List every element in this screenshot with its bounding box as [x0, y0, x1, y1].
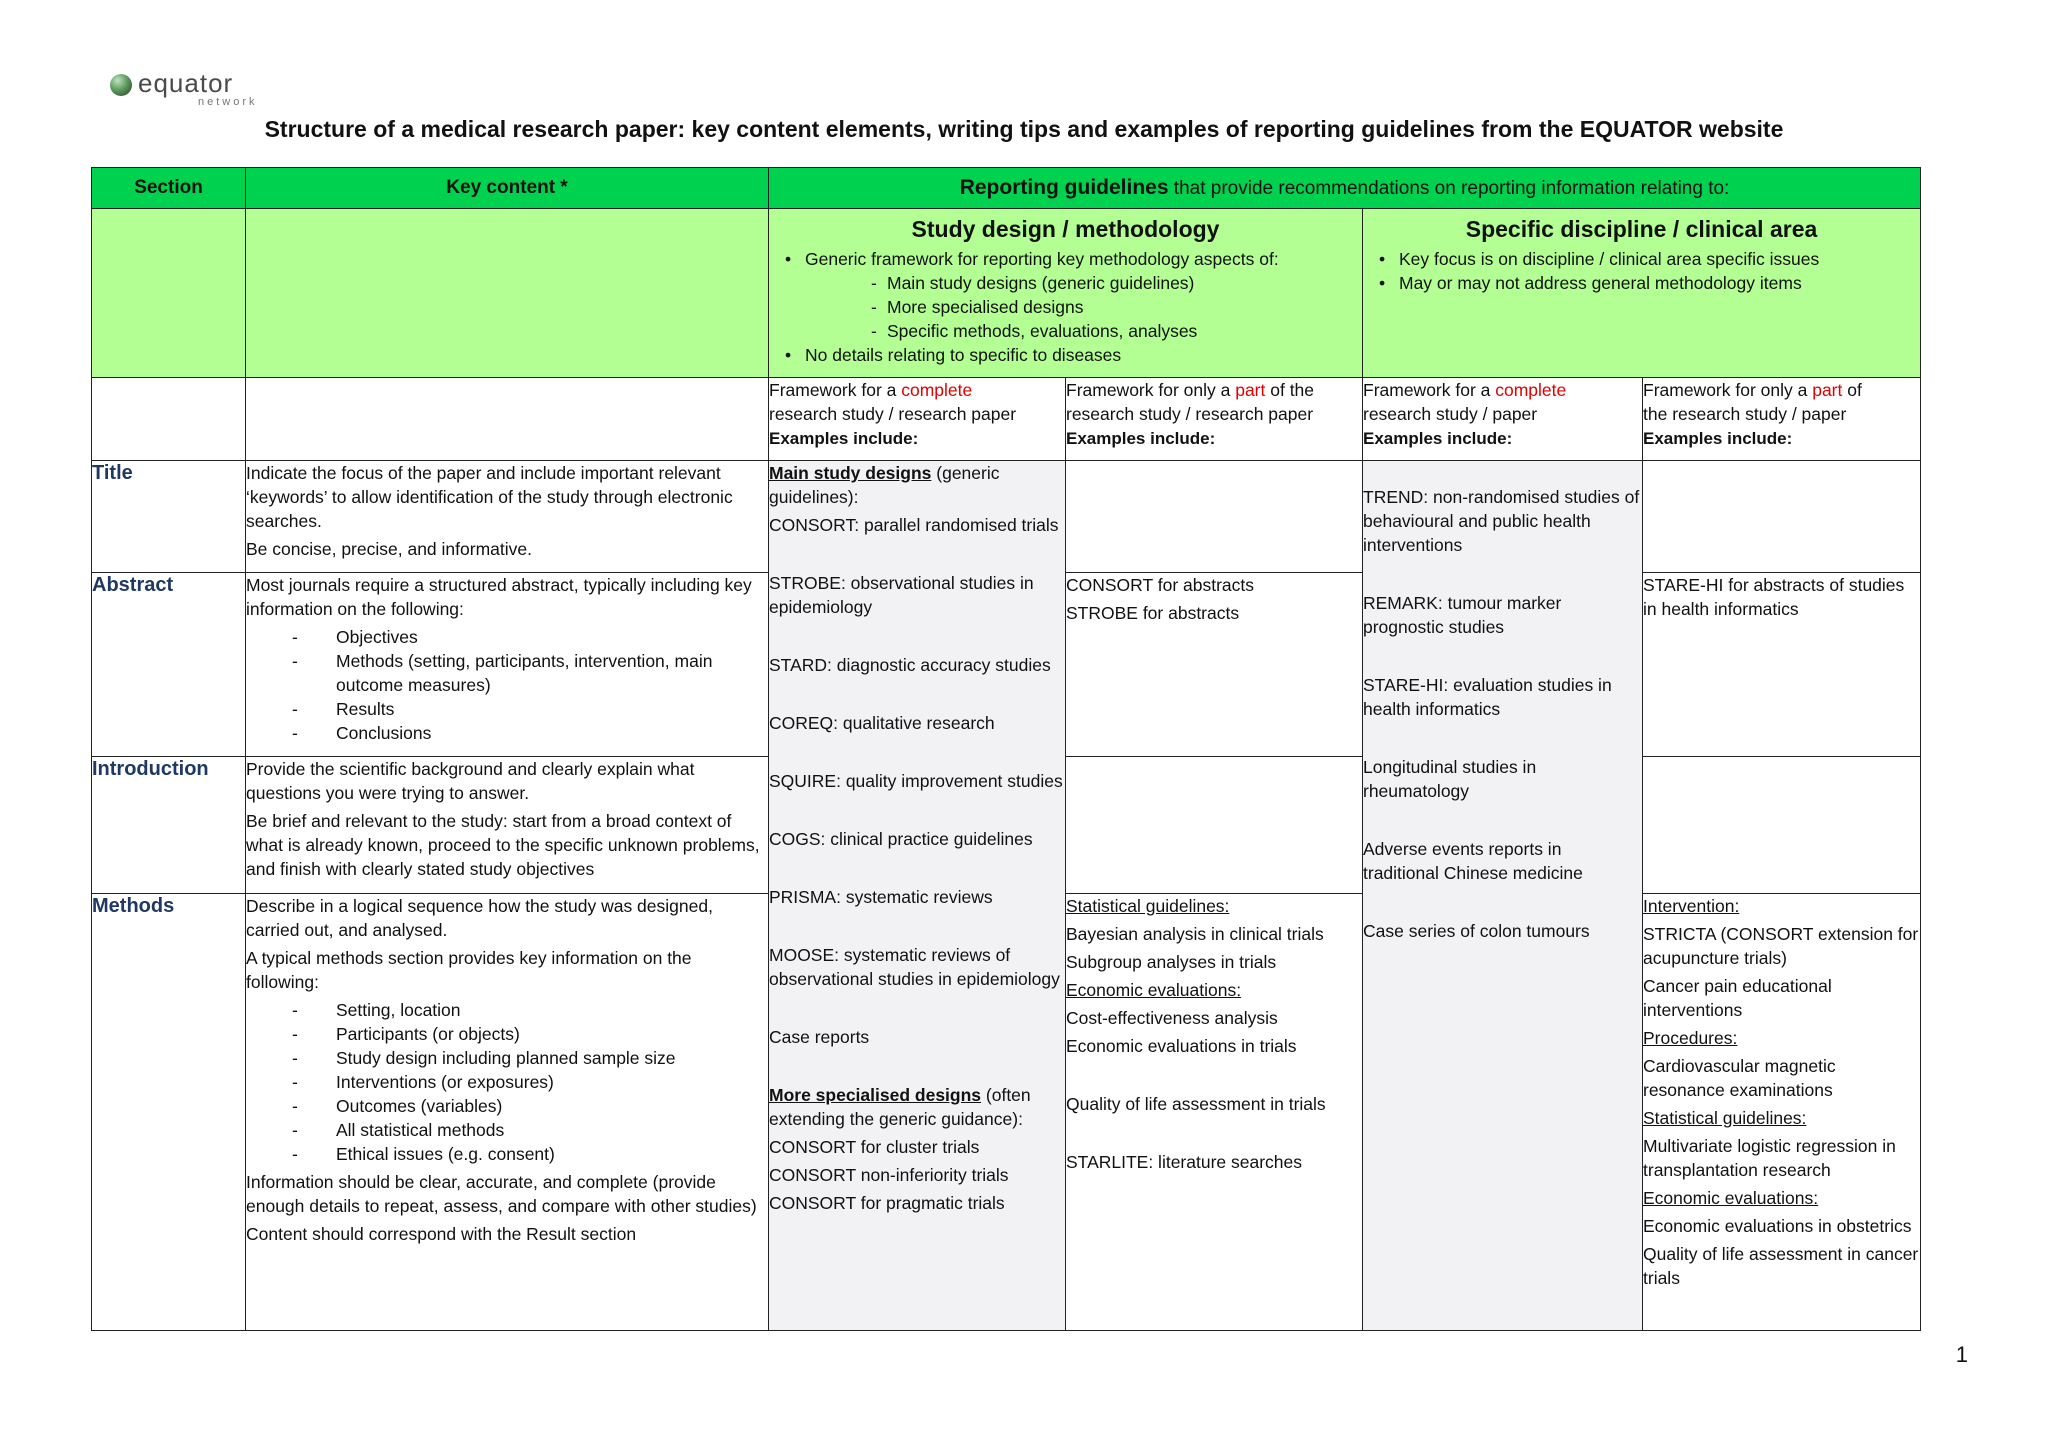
- proc-heading: Procedures:: [1643, 1028, 1738, 1048]
- framework-study-part: Framework for only a part of the research study / research paper Examples include:: [1066, 378, 1363, 461]
- guideline-item: Economic evaluations in obstetrics: [1643, 1216, 1912, 1236]
- guideline-item: TREND: non-randomised studies of behavioural and public health interventions: [1363, 487, 1640, 555]
- methods-item: - All statistical methods: [292, 1118, 768, 1142]
- study-part-abstract: [1066, 573, 1363, 757]
- guideline-item: SQUIRE: quality improvement studies: [769, 771, 1063, 791]
- study-part-intro-cell: [1066, 757, 1363, 894]
- guideline-item: STRICTA (CONSORT extension for acupuncture trials): [1643, 924, 1919, 968]
- guideline-item: REMARK: tumour marker prognostic studies: [1363, 593, 1562, 637]
- study-design-sub: - More specialised designs: [871, 295, 1352, 319]
- guideline-item: CONSORT for cluster trials: [769, 1137, 980, 1157]
- discipline-part-methods: [1643, 894, 1921, 1331]
- key-content-abstract: Most journals require a structured abstract, typically including key information on the following: - Objectives - Methods (setting, participants, intervention, main outcome measures) - Results - Conclusions: [246, 573, 769, 757]
- framework-discipline-part: Framework for only a part of the research study / paper Examples include:: [1643, 378, 1921, 461]
- header-reporting-guidelines: [769, 168, 1921, 209]
- guideline-item: COREQ: qualitative research: [769, 713, 995, 733]
- methods-item: - Interventions (or exposures): [292, 1070, 768, 1094]
- abstract-item: - Results: [292, 697, 768, 721]
- guideline-item: CONSORT: parallel randomised trials: [769, 515, 1059, 535]
- guideline-item: Case series of colon tumours: [1363, 921, 1590, 941]
- discipline-bullet: • May or may not address general methodology items: [1377, 271, 1910, 295]
- econ-heading: Economic evaluations:: [1643, 1188, 1819, 1208]
- discipline-complete-guidelines: [1363, 461, 1643, 1331]
- framework-study-complete: Framework for a complete research study / research paper Examples include:: [769, 378, 1066, 461]
- guideline-item: STROBE: observational studies in epidemiology: [769, 573, 1034, 617]
- guideline-item: STARD: diagnostic accuracy studies: [769, 655, 1051, 675]
- discipline-part-title-cell: [1643, 461, 1921, 573]
- category-blank-section: [92, 209, 246, 378]
- guideline-item: Bayesian analysis in clinical trials: [1066, 924, 1324, 944]
- page-title: Structure of a medical research paper: key content elements, writing tips and examples of reporting guidelines from the EQUATOR website: [264, 116, 1784, 142]
- study-complete-guidelines: Main study designs (generic guidelines): CONSORT: parallel randomised trials STROBE: observational studies in epidemiology STARD: diagnostic accuracy studies COREQ: qualitative research SQUIRE: quality improvement studies COGS: clinical practice guidelines PRISMA: systematic reviews MOOSE: systematic reviews of observational studies in epidemiology Case reports More specialised designs (often extending the generic guidance): CONSORT for cluster trials CONSORT non-inferiority trials CONSORT for pragmatic trials: [769, 461, 1066, 1331]
- discipline-bullet: • Key focus is on discipline / clinical area specific issues: [1377, 247, 1910, 271]
- header-section: Section: [92, 168, 246, 209]
- header-rg-rest: that provide recommendations on reporting information relating to:: [1168, 177, 1730, 199]
- methods-item: - Participants (or objects): [292, 1022, 768, 1046]
- methods-item: - Setting, location: [292, 998, 768, 1022]
- globe-icon: [110, 74, 132, 96]
- methods-item: - Ethical issues (e.g. consent): [292, 1142, 768, 1166]
- guidelines-table: [91, 167, 1921, 1331]
- stat-heading: Statistical guidelines:: [1643, 1108, 1807, 1128]
- study-design-bullet: • No details relating to specific to diseases: [783, 343, 1352, 367]
- guideline-item: MOOSE: systematic reviews of observational studies in epidemiology: [769, 945, 1060, 989]
- study-part-methods: [1066, 894, 1363, 1331]
- section-introduction: Introduction: [92, 757, 246, 894]
- guideline-item: Subgroup analyses in trials: [1066, 952, 1277, 972]
- guideline-item: Cost-effectiveness analysis: [1066, 1008, 1278, 1028]
- methods-item: - Outcomes (variables): [292, 1094, 768, 1118]
- guideline-item: STARE-HI: evaluation studies in health informatics: [1363, 675, 1612, 719]
- abstract-item: - Methods (setting, participants, intervention, main outcome measures): [292, 649, 768, 697]
- key-content-title: Indicate the focus of the paper and include important relevant ‘keywords’ to allow identification of the study through electronic searches. Be concise, precise, and informative.: [246, 461, 769, 573]
- section-abstract: Abstract: [92, 573, 246, 757]
- study-design-heading: Study design / methodology: [911, 216, 1220, 242]
- equator-logo: [110, 70, 258, 108]
- study-design-bullet: • Generic framework for reporting key methodology aspects of: - Main study designs (generic guidelines) - More specialised designs - Specific methods, evaluations, analyses: [783, 247, 1352, 343]
- guideline-item: Quality of life assessment in trials: [1066, 1094, 1326, 1114]
- framework-blank-section: [92, 378, 246, 461]
- guideline-item: Longitudinal studies in rheumatology: [1363, 757, 1537, 801]
- guideline-item: PRISMA: systematic reviews: [769, 887, 993, 907]
- guideline-item: STROBE for abstracts: [1066, 603, 1240, 623]
- framework-discipline-complete: Framework for a complete research study / paper Examples include:: [1363, 378, 1643, 461]
- econ-heading: Economic evaluations:: [1066, 980, 1242, 1000]
- abstract-item: - Objectives: [292, 625, 768, 649]
- study-design-sub: - Specific methods, evaluations, analyses: [871, 319, 1352, 343]
- category-blank-key: [246, 209, 769, 378]
- guideline-item: Case reports: [769, 1027, 870, 1047]
- guideline-item: STARLITE: literature searches: [1066, 1152, 1303, 1172]
- discipline-category: [1363, 209, 1921, 378]
- header-key-content: Key content *: [246, 168, 769, 209]
- logo-sub: network: [198, 96, 258, 108]
- logo-word: equator: [138, 68, 234, 98]
- discipline-heading: Specific discipline / clinical area: [1465, 216, 1818, 242]
- section-title: Title: [92, 461, 246, 573]
- guideline-item: Economic evaluations in trials: [1066, 1036, 1297, 1056]
- stat-heading: Statistical guidelines:: [1066, 896, 1230, 916]
- methods-item: - Study design including planned sample size: [292, 1046, 768, 1070]
- guideline-item: Cancer pain educational interventions: [1643, 976, 1832, 1020]
- key-content-methods: Describe in a logical sequence how the study was designed, carried out, and analysed. A typical methods section provides key information on the following: - Setting, location - Participants (or objects) - Study design including planned sample size - Interventions (or exposures) - Outcomes (variables) - All statistical methods - Ethical issues (e.g. consent) Information should be clear, accurate, and complete (provide enough details to repeat, assess, and compare with other studies) Content should correspond with the Result section: [246, 894, 769, 1331]
- guideline-item: CONSORT for abstracts: [1066, 575, 1255, 595]
- header-rg-strong: Reporting guidelines: [959, 175, 1169, 199]
- study-part-title-cell: [1066, 461, 1363, 573]
- page-number: 1: [1955, 1342, 1968, 1367]
- guideline-item: CONSORT for pragmatic trials: [769, 1193, 1005, 1213]
- guideline-item: COGS: clinical practice guidelines: [769, 829, 1033, 849]
- guideline-item: Cardiovascular magnetic resonance examinations: [1643, 1056, 1836, 1100]
- key-content-introduction: Provide the scientific background and clearly explain what questions you were trying to answer. Be brief and relevant to the study: start from a broad context of what is already known, proceed to the specific unknown problems, and finish with clearly stated study objectives: [246, 757, 769, 894]
- guideline-item: CONSORT non-inferiority trials: [769, 1165, 1009, 1185]
- guideline-item: Multivariate logistic regression in transplantation research: [1643, 1136, 1896, 1180]
- framework-blank-key: [246, 378, 769, 461]
- study-design-sub: - Main study designs (generic guidelines): [871, 271, 1352, 295]
- study-design-category: [769, 209, 1363, 378]
- guideline-item: STARE-HI for abstracts of studies in health informatics: [1643, 575, 1905, 619]
- abstract-item: - Conclusions: [292, 721, 768, 745]
- discipline-part-intro-cell: [1643, 757, 1921, 894]
- discipline-part-abstract: [1643, 573, 1921, 757]
- guideline-item: Adverse events reports in traditional Chinese medicine: [1363, 839, 1583, 883]
- interv-heading: Intervention:: [1643, 896, 1740, 916]
- guideline-item: Quality of life assessment in cancer trials: [1643, 1244, 1919, 1288]
- section-methods: Methods: [92, 894, 246, 1331]
